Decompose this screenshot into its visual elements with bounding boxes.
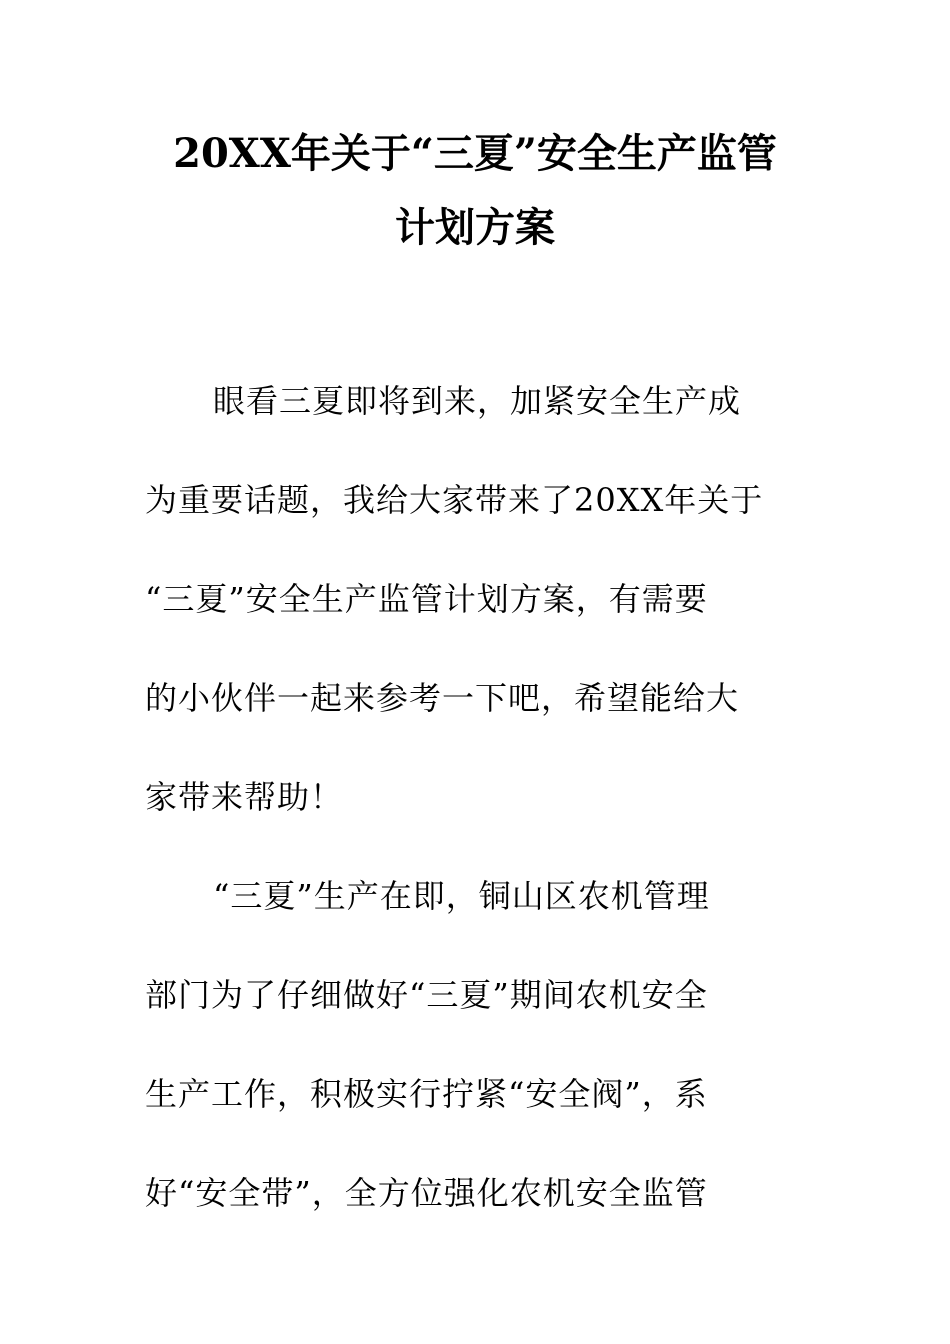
- paragraph-line: “三夏”生产在即，铜山区农机管理: [213, 877, 710, 915]
- paragraph-line: 生产工作，积极实行拧紧“安全阀”，系: [145, 1075, 708, 1113]
- paragraph-line: “三夏”安全生产监管计划方案，有需要: [145, 580, 708, 618]
- document-title-line-2: 计划方案: [395, 204, 555, 251]
- paragraph-line: 部门为了仔细做好“三夏”期间农机安全: [145, 976, 708, 1014]
- paragraph-line: 好“安全带”，全方位强化农机安全监管: [145, 1174, 708, 1212]
- paragraph-line: 的小伙伴一起来参考一下吧，希望能给大: [145, 679, 740, 717]
- paragraph-line: 为重要话题，我给大家带来了20XX年关于: [145, 481, 764, 519]
- paragraph-line: 家带来帮助！: [145, 778, 344, 816]
- document-title-line-1: 20XX年关于“三夏”安全生产监管: [173, 130, 777, 177]
- paragraph-line: 眼看三夏即将到来，加紧安全生产成: [213, 382, 742, 420]
